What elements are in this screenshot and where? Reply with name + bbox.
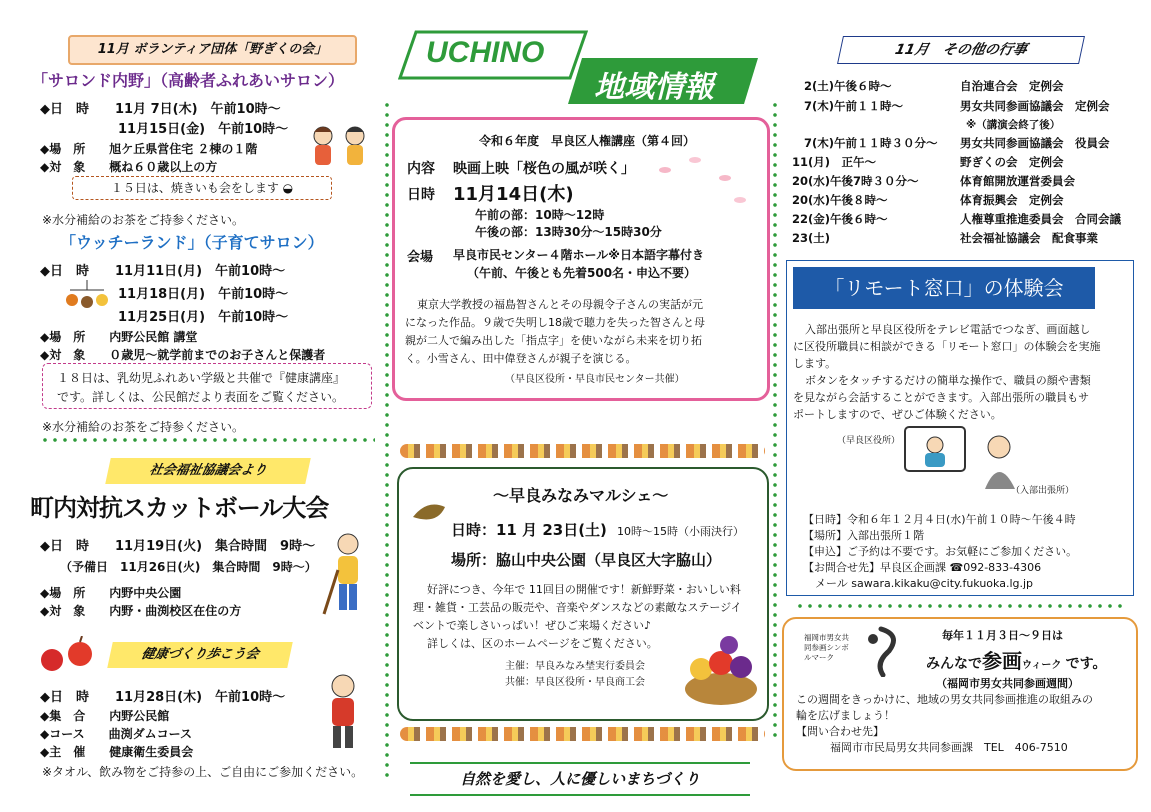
event-when: 11(月) 正午～ xyxy=(792,155,877,169)
lecture-body-3: 親が二人で編み出した「指点字」を使いながら未来を切り拓 xyxy=(405,334,702,347)
sankaku-box xyxy=(782,617,1138,771)
walker-illustration xyxy=(318,672,368,752)
chiiki-joho-banner: 地域情報 xyxy=(568,58,758,104)
lecture-venue: 早良市民センター４階ホール※日本語字幕付き xyxy=(453,248,704,262)
sankaku-body-1: この週間をきっかけに、地域の男女共同参画推進の取組みの xyxy=(796,693,1093,706)
scat-title: 町内対抗スカットボール大会 xyxy=(30,494,329,522)
event-when: 20(水)午後7時３０分～ xyxy=(792,174,919,188)
event-what: 体育館開放運営委員会 xyxy=(960,174,1075,188)
event-what: 社会福祉協議会 配食事業 xyxy=(960,231,1098,245)
event-what: 男女共同参画協議会 役員会 xyxy=(960,136,1110,150)
salon-place: ◆場 所 旭ケ丘県営住宅 ２棟の１階 xyxy=(40,142,258,156)
sankaku-body-2: 輪を広げましょう！ xyxy=(796,709,895,722)
walk-meet: ◆集 合 内野公民館 xyxy=(40,709,170,723)
lecture-box xyxy=(392,117,770,401)
leaf-icon xyxy=(409,499,449,529)
marche-date: 日時：11 月 23日(土) xyxy=(451,521,607,539)
marche-sponsor: 主催：早良みなみ埜実行委員会 xyxy=(505,661,645,672)
walk-date: ◆日 時 11月28日(木) 午前10時～ xyxy=(40,690,286,705)
event-when: 7(木)午前１１時３０分～ xyxy=(804,136,938,150)
lecture-date: 11月14日(木) xyxy=(453,184,574,205)
lecture-org: （早良区役所・早良市民センター共催） xyxy=(505,374,685,385)
left-divider-1 xyxy=(40,438,375,442)
apples-illustration xyxy=(38,636,98,676)
walk-host: ◆主 催 健康衛生委員会 xyxy=(40,745,194,759)
uchi-water-note: ※水分補給のお茶をご持参ください。 xyxy=(42,420,245,434)
sankaku-week: 毎年１１月３日～９日は xyxy=(942,629,1063,642)
remote-body-4: ボタンをタッチするだけの簡単な操作で、職員の顔や書類 xyxy=(805,374,1091,387)
remote-date: 【日時】令和６年１２月４日(水)午前１０時～午後４時 xyxy=(803,513,1076,526)
lecture-pm: 午後の部：13時30分～15時30分 xyxy=(475,225,662,239)
marche-body-3: ベントで楽しさいっぱい！ぜひご来場ください♪ xyxy=(413,619,652,632)
remote-body-5: を見ながら会話することができます。入部出張所の職員もサ xyxy=(793,391,1090,404)
remote-place: 【場所】入部出張所１階 xyxy=(803,529,924,542)
remote-label-office: （早良区役所） xyxy=(837,436,901,446)
event-what: 自治連合会 定例会 xyxy=(960,79,1064,93)
slogan: 自然を愛し、人に優しいまちづくり xyxy=(410,762,750,796)
events-list xyxy=(790,78,1140,248)
walk-course: ◆コース 曲渕ダムコース xyxy=(40,727,193,741)
remote-mail: メール sawara.kikaku@city.fukuoka.lg.jp xyxy=(815,577,1034,590)
uchino-logo: UCHINO xyxy=(398,30,588,80)
uchi-date-1: ◆日 時 11月11日(月) 午前10時～ xyxy=(40,264,286,279)
marche-title: ～早良みなみマルシェ～ xyxy=(493,486,669,505)
salon-date-2: 11月15日(金) 午前10時～ xyxy=(118,122,289,137)
lecture-title: 令和６年度 早良区人権講座（第４回） xyxy=(479,134,696,148)
lecture-body-4: く。小雪さん、田中偉登さんが親子を演じる。 xyxy=(405,352,637,365)
lecture-body-2: になった作品。９歳で失明し18歳で聴力を失った智さんと母 xyxy=(405,316,705,329)
volunteer-header: 11月 ボランティア団体「野ぎくの会」 xyxy=(68,35,357,65)
marche-body-2: 理・雑貨・工芸品の販売や、音楽やダンスなどの素敵なステージイ xyxy=(413,601,742,614)
harvest-basket-illustration xyxy=(681,619,761,709)
lecture-venue-label: 会場 xyxy=(407,250,434,265)
scat-place: ◆場 所 内野中央公園 xyxy=(40,586,182,600)
event-what: 男女共同参画協議会 定例会 xyxy=(960,99,1110,113)
remote-contact: 【お問合せ先】早良区企画課 ☎092-833-4306 xyxy=(803,561,1042,574)
scat-spare-date: （予備日 11月26日(火) 集合時間 9時～） xyxy=(60,560,317,574)
salon-title: 「サロンド内野」（高齢者ふれあいサロン） xyxy=(32,71,345,90)
lecture-am: 午前の部：10時～12時 xyxy=(475,208,605,222)
uchi-target: ◆対 象 ０歳児～就学前までのお子さんと保護者 xyxy=(40,348,326,362)
uchi-date-2: 11月18日(月) 午前10時～ xyxy=(118,287,289,302)
remote-body-6: ポートしますので、ぜひご体験ください。 xyxy=(793,408,1002,421)
remote-body-3: します。 xyxy=(793,357,837,370)
video-call-illustration xyxy=(903,425,1023,489)
sankaku-symbol-icon xyxy=(856,625,906,677)
sankaku-main: みんなで参画ウィーク です。 xyxy=(926,649,1107,673)
shakyo-tag: 社会福祉協議会より xyxy=(105,458,311,484)
marche-body-1: 好評につき、今年で 11回目の開催です！新鮮野菜・おいしい料 xyxy=(427,583,741,596)
lecture-date-label: 日時 xyxy=(407,187,435,203)
salon-date-1: ◆日 時 11月 7日(木) 午前10時～ xyxy=(40,102,281,117)
autumn-leaves-band-bottom xyxy=(400,727,765,741)
walk-note: ※タオル、飲み物をご持参の上、ご自由にご参加ください。 xyxy=(42,765,364,779)
lecture-content-label: 内容 xyxy=(407,161,435,177)
kids-illustration xyxy=(305,122,375,170)
remote-body-1: 入部出張所と早良区役所をテレビ電話でつなぎ、画面越し xyxy=(805,323,1091,336)
marche-time: 10時～15時（小雨決行） xyxy=(617,525,744,538)
marche-body-4: 詳しくは、区のホームページをご覧ください。 xyxy=(427,637,658,650)
right-divider xyxy=(795,604,1125,608)
lecture-venue-note: （午前、午後とも先着500名・申込不要） xyxy=(467,266,697,280)
walk-tag: 健康づくり歩こう会 xyxy=(107,642,293,668)
remote-box xyxy=(786,260,1134,596)
marche-cosponsor: 共催：早良区役所・早良商工会 xyxy=(505,677,645,688)
scat-date: ◆日 時 11月19日(火) 集合時間 9時～ xyxy=(40,539,316,554)
uchi-note-box: １８日は、乳幼児ふれあい学級と共催で『健康講座』 です。詳しくは、公民館だより表面をご覧ください。 xyxy=(42,363,372,409)
mobile-illustration xyxy=(66,278,108,310)
scat-target: ◆対 象 内野・曲渕校区在住の方 xyxy=(40,604,242,618)
event-what: 野ぎくの会 定例会 xyxy=(960,155,1064,169)
uchi-date-3: 11月25日(月) 午前10時～ xyxy=(118,310,289,325)
marche-box xyxy=(397,467,769,721)
events-header: 11月 その他の行事 xyxy=(837,36,1085,64)
uchi-title: 「ウッチーランド」（子育てサロン） xyxy=(60,233,324,252)
sankaku-logo-text: 福岡市男女共同参画シンボルマーク xyxy=(804,633,849,662)
petals-decoration xyxy=(645,150,755,210)
salon-water-note: ※水分補給のお茶をご持参ください。 xyxy=(42,213,245,227)
sankaku-contact: 福岡市市民局男女共同参画課 TEL 406-7510 xyxy=(830,741,1068,754)
event-when: 7(木)午前１１時～ xyxy=(804,99,904,113)
remote-apply: 【申込】ご予約は不要です。お気軽にご参加ください。 xyxy=(803,545,1078,558)
remote-title: 「リモート窓口」の体験会 xyxy=(793,267,1095,309)
event-what: ※（講演会終了後） xyxy=(966,119,1061,131)
salon-target: ◆対 象 概ね６０歳以上の方 xyxy=(40,160,218,174)
uchi-place: ◆場 所 内野公民館 講堂 xyxy=(40,330,198,344)
marche-place: 場所：脇山中央公園（早良区大字脇山） xyxy=(451,551,722,569)
event-when: 23(土) xyxy=(792,231,831,245)
event-what: 人権尊重推進委員会 合同会議 xyxy=(960,212,1121,226)
divider-right xyxy=(773,100,777,740)
remote-label-branch: （入部出張所） xyxy=(1011,486,1075,496)
sankaku-contact-label: 【問い合わせ先】 xyxy=(796,725,884,738)
event-when: 22(金)午後６時～ xyxy=(792,212,888,226)
event-what: 体育振興会 定例会 xyxy=(960,193,1064,207)
event-when: 20(水)午後８時～ xyxy=(792,193,888,207)
sweet-potato-icon: ◒ xyxy=(282,181,294,195)
remote-body-2: に区役所職員に相談ができる「リモート窓口」の体験会を実施 xyxy=(793,340,1101,353)
lecture-content: 映画上映「桜色の風が咲く」 xyxy=(453,161,635,177)
event-when: 2(土)午後６時～ xyxy=(804,79,892,93)
golfer-illustration xyxy=(318,530,373,620)
lecture-body-1: 東京大学教授の福島智さんとその母親令子さんの実話が元 xyxy=(417,298,703,311)
salon-note-box: １５日は、焼きいも会をします ◒ xyxy=(72,176,332,200)
autumn-leaves-band-top xyxy=(400,444,765,458)
sankaku-sub: （福岡市男女共同参画週間） xyxy=(936,677,1079,690)
divider-left xyxy=(385,100,389,780)
